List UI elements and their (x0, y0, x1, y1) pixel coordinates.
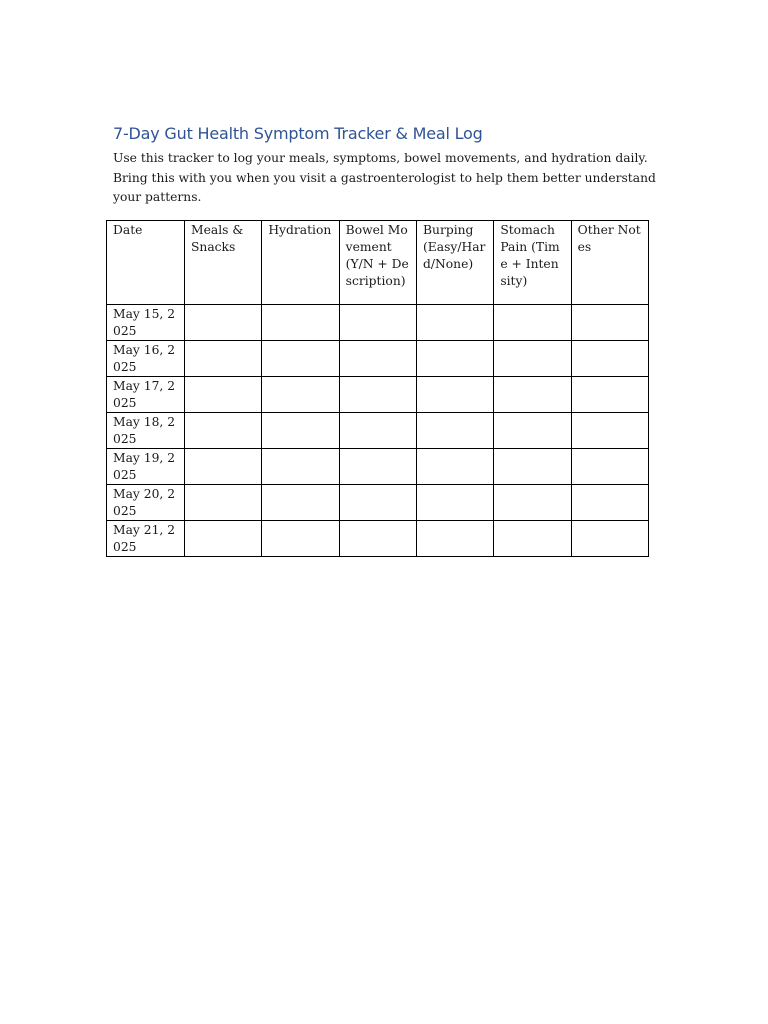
date-cell: May 21, 2025 (107, 521, 185, 557)
header-hydration: Hydration (262, 221, 339, 305)
table-row (107, 305, 649, 341)
pain-cell[interactable] (494, 413, 571, 449)
date-cell: May 16, 2025 (107, 341, 185, 377)
date-cell: May 18, 2025 (107, 413, 185, 449)
burping-cell[interactable] (416, 377, 493, 413)
meals-cell[interactable] (185, 377, 262, 413)
burping-cell[interactable] (416, 449, 493, 485)
pain-cell[interactable] (494, 377, 571, 413)
meals-cell[interactable] (185, 449, 262, 485)
bowel-cell[interactable] (339, 485, 416, 521)
pain-cell[interactable] (494, 485, 571, 521)
burping-cell[interactable] (416, 485, 493, 521)
header-meals: Meals & Snacks (185, 221, 262, 305)
burping-cell[interactable] (416, 305, 493, 341)
table-row (107, 341, 649, 377)
table-row (107, 413, 649, 449)
hydration-cell[interactable] (262, 413, 339, 449)
pain-cell[interactable] (494, 305, 571, 341)
notes-cell[interactable] (571, 305, 648, 341)
hydration-cell[interactable] (262, 485, 339, 521)
meals-cell[interactable] (185, 341, 262, 377)
bowel-cell[interactable] (339, 449, 416, 485)
burping-cell[interactable] (416, 341, 493, 377)
date-cell: May 20, 2025 (107, 485, 185, 521)
table-row (107, 449, 649, 485)
document-title: 7-Day Gut Health Symptom Tracker & Meal Log (113, 124, 483, 143)
notes-cell[interactable] (571, 449, 648, 485)
bowel-cell[interactable] (339, 341, 416, 377)
bowel-cell[interactable] (339, 413, 416, 449)
bowel-cell[interactable] (339, 305, 416, 341)
notes-cell[interactable] (571, 485, 648, 521)
meals-cell[interactable] (185, 305, 262, 341)
header-other-notes: Other Notes (571, 221, 648, 305)
pain-cell[interactable] (494, 521, 571, 557)
notes-cell[interactable] (571, 377, 648, 413)
notes-cell[interactable] (571, 521, 648, 557)
hydration-cell[interactable] (262, 449, 339, 485)
hydration-cell[interactable] (262, 377, 339, 413)
notes-cell[interactable] (571, 341, 648, 377)
bowel-cell[interactable] (339, 521, 416, 557)
meals-cell[interactable] (185, 485, 262, 521)
document-intro: Use this tracker to log your meals, symptoms, bowel movements, and hydration daily. Bring this with you when you visit a gastroenterologist to help them better understand your patterns. (113, 151, 656, 204)
pain-cell[interactable] (494, 449, 571, 485)
meals-cell[interactable] (185, 521, 262, 557)
header-burping: Burping (Easy/Hard/None) (416, 221, 493, 305)
bowel-cell[interactable] (339, 377, 416, 413)
table-row (107, 485, 649, 521)
hydration-cell[interactable] (262, 305, 339, 341)
header-stomach-pain: Stomach Pain (Time + Intensity) (494, 221, 571, 305)
pain-cell[interactable] (494, 341, 571, 377)
header-bowel-movement: Bowel Movement (Y/N + Description) (339, 221, 416, 305)
meals-cell[interactable] (185, 413, 262, 449)
hydration-cell[interactable] (262, 521, 339, 557)
header-date: Date (107, 221, 185, 305)
burping-cell[interactable] (416, 521, 493, 557)
table-header-row (107, 221, 649, 305)
burping-cell[interactable] (416, 413, 493, 449)
date-cell: May 15, 2025 (107, 305, 185, 341)
tracker-table (106, 220, 649, 557)
date-cell: May 19, 2025 (107, 449, 185, 485)
table-row (107, 377, 649, 413)
date-cell: May 17, 2025 (107, 377, 185, 413)
table-row (107, 521, 649, 557)
hydration-cell[interactable] (262, 341, 339, 377)
notes-cell[interactable] (571, 413, 648, 449)
